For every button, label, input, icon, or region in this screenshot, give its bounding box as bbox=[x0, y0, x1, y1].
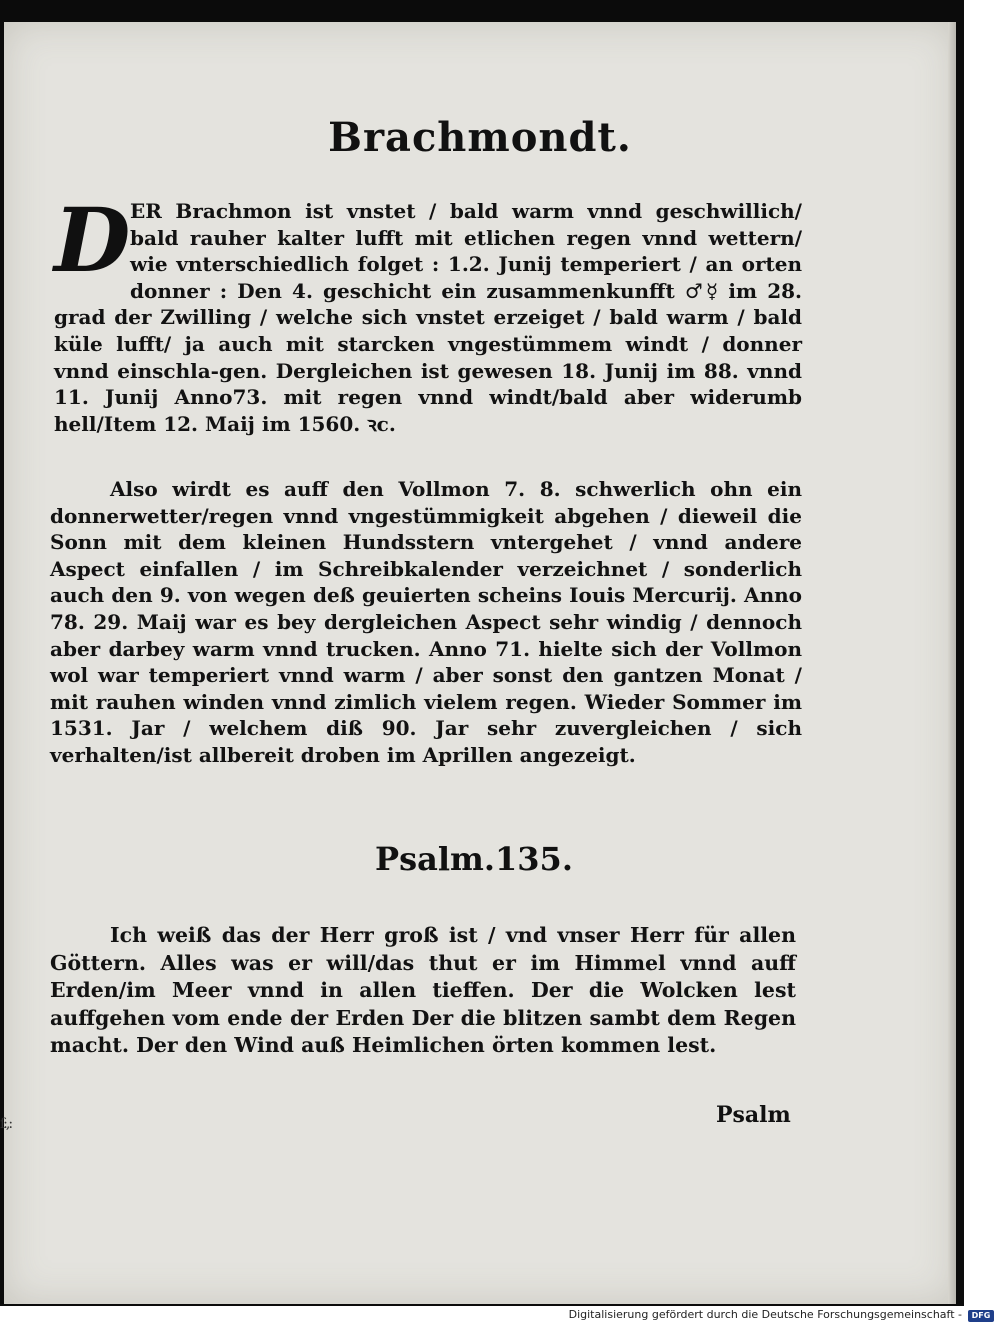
drop-cap: D bbox=[54, 188, 131, 292]
paragraph-brachmon bbox=[54, 188, 802, 437]
catchword: Psalm bbox=[716, 1102, 791, 1128]
page-edge bbox=[948, 22, 956, 1304]
book-page bbox=[4, 22, 956, 1304]
psalm-text: Ich weiß das der Herr groß ist / vnd vnser Herr für allen Göttern. Alles was er will/das thut er im Himmel vnnd auff Erden/im Meer vnnd in allen tieffen. Der die Wolcken lest auffgehen vom ende der Erden Der die blitzen sambt dem Regen macht. Der den Wind auß Heimlichen örten kommen lest. bbox=[50, 923, 796, 1057]
dfg-logo: DFG bbox=[968, 1310, 994, 1322]
margin-mark: ſ:,: bbox=[0, 1116, 12, 1132]
psalm-heading: Psalm.135. bbox=[375, 840, 573, 878]
paragraph-1-text: ER Brachmon ist vnstet / bald warm vnnd geschwillich/ bald rauher kalter lufft mit etlichen regen vnnd wettern/ wie vnterschiedlich folget : 1.2. Junij temperiert / an orten donner : Den 4. geschicht ein zusammenkunfft ♂☿ im 28. grad der Zwilling / welche sich vnstet erzeiget / bald warm / bald küle lufft/ ja auch mit starcken vngestümmem windt / donner vnnd einschla-gen. Dergleichen ist gewesen 18. Junij im 88. vnnd 11. Junij Anno73. mit regen vnnd windt/bald aber widerumb hell/Item 12. Maij im 1560. ꝛc. bbox=[54, 199, 802, 436]
page-title: Brachmondt. bbox=[328, 114, 632, 161]
paragraph-vollmon: Also wirdt es auff den Vollmon 7. 8. schwerlich ohn ein donnerwetter/regen vnnd vngestümmigkeit abgehen / dieweil die Sonn mit dem kleinen Hundsstern vntergehet / vnnd andere Aspect einfallen / im Schreibkalender verzeichnet / sonderlich auch den 9. von wegen deß geuierten scheins Iouis Mercurij. Anno 78. 29. Maij war es bey dergleichen Aspect sehr windig / dennoch aber darbey warm vnnd trucken. Anno 71. hielte sich der Vollmon wol war temperiert vnnd warm / aber sonst den gantzen Monat / mit rauhen winden vnnd zimlich vielem regen. Wieder Sommer im 1531. Jar / welchem diß 90. Jar sehr zuvergleichen / sich verhalten/ist allbereit droben im Aprillen angezeigt. bbox=[50, 477, 802, 767]
funding-credit: Digitalisierung gefördert durch die Deutsche Forschungsgemeinschaft - bbox=[568, 1308, 962, 1321]
